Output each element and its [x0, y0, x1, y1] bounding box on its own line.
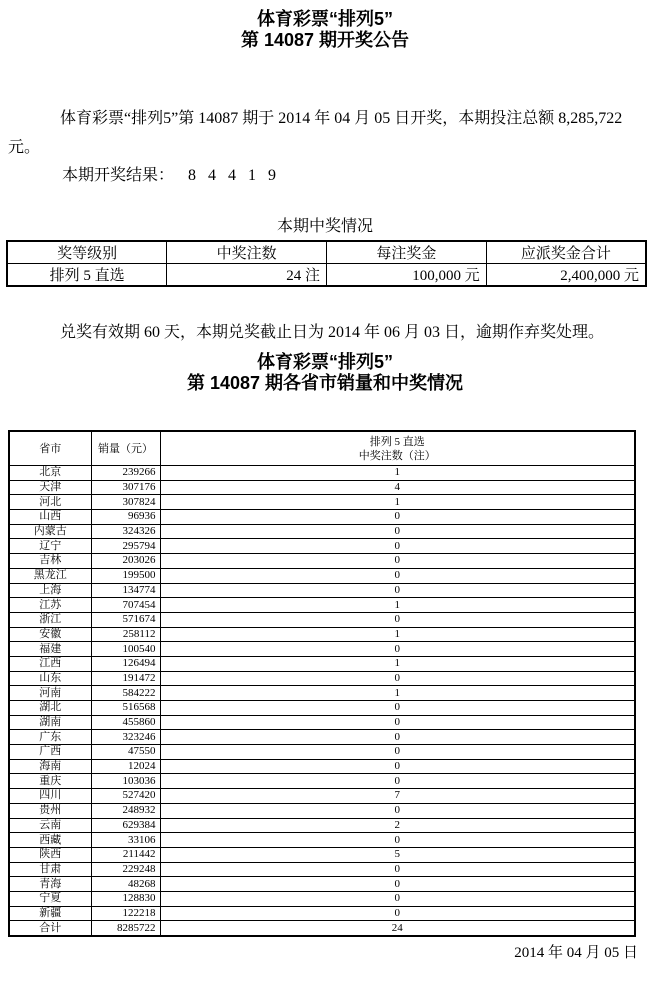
header-winning-bets: 中奖注数: [167, 241, 327, 264]
cell-province: 北京: [9, 466, 91, 481]
cell-wins: 4: [160, 480, 635, 495]
table-row: [9, 789, 635, 804]
table-row: [9, 891, 635, 906]
cell-province: 安徽: [9, 627, 91, 642]
table-row: [9, 686, 635, 701]
table-row: [9, 612, 635, 627]
cell-wins: 0: [160, 715, 635, 730]
cell-wins: 5: [160, 847, 635, 862]
cell-sales: 100540: [91, 642, 160, 657]
province-section-title: [0, 352, 650, 394]
table-row: [9, 701, 635, 716]
cell-sales: 323246: [91, 730, 160, 745]
cell-sales: 12024: [91, 759, 160, 774]
cell-wins: 24: [160, 921, 635, 936]
cell-sales: 126494: [91, 656, 160, 671]
table-row: [9, 524, 635, 539]
cell-sales: 134774: [91, 583, 160, 598]
draw-result-digits: 8 4 4 1 9: [188, 167, 281, 184]
table-row: [9, 598, 635, 613]
table-row: [9, 877, 635, 892]
cell-sales: 307824: [91, 495, 160, 510]
table-row: [9, 862, 635, 877]
table-row: [9, 906, 635, 921]
cell-sales: 455860: [91, 715, 160, 730]
cell-sales: 211442: [91, 847, 160, 862]
cell-province: 河南: [9, 686, 91, 701]
cell-province: 陕西: [9, 847, 91, 862]
cell-sales: 48268: [91, 877, 160, 892]
cell-province: 贵州: [9, 803, 91, 818]
redeem-note: 兑奖有效期 60 天，本期兑奖截止日为 2014 年 06 月 03 日，逾期作弃奖处理。: [60, 324, 605, 341]
cell-wins: 1: [160, 466, 635, 481]
province-section-title-line2: 第 14087 期各省市销量和中奖情况: [186, 373, 464, 393]
cell-province: 湖北: [9, 701, 91, 716]
cell-province: 江西: [9, 656, 91, 671]
cell-wins: 0: [160, 730, 635, 745]
cell-wins: 0: [160, 759, 635, 774]
cell-sales: 516568: [91, 701, 160, 716]
announcement-title: [0, 0, 650, 51]
draw-result-line: [8, 165, 642, 187]
cell-wins: 1: [160, 627, 635, 642]
cell-wins: 0: [160, 554, 635, 569]
table-row: [9, 847, 635, 862]
header-total-prize: 应派奖金合计: [486, 241, 646, 264]
cell-wins: 1: [160, 598, 635, 613]
cell-sales: 248932: [91, 803, 160, 818]
cell-province: 上海: [9, 583, 91, 598]
cell-winning-bets: 24 注: [167, 264, 327, 287]
cell-province: 天津: [9, 480, 91, 495]
table-row: [9, 554, 635, 569]
cell-sales: 527420: [91, 789, 160, 804]
cell-wins: 0: [160, 877, 635, 892]
cell-province: 西藏: [9, 833, 91, 848]
cell-sales: 324326: [91, 524, 160, 539]
cell-sales: 229248: [91, 862, 160, 877]
cell-province: 湖南: [9, 715, 91, 730]
announcement-date: 2014 年 04 月 05 日: [514, 945, 638, 961]
cell-sales: 47550: [91, 745, 160, 760]
cell-wins: 0: [160, 906, 635, 921]
cell-province: 山西: [9, 510, 91, 525]
cell-wins: 0: [160, 568, 635, 583]
province-table: [8, 430, 636, 937]
cell-sales: 103036: [91, 774, 160, 789]
cell-province: 新疆: [9, 906, 91, 921]
draw-result-label: 本期开奖结果：: [62, 167, 175, 184]
cell-province: 宁夏: [9, 891, 91, 906]
province-section-title-line1: 体育彩票“排列5”: [256, 352, 393, 372]
cell-wins: 0: [160, 701, 635, 716]
table-row: [9, 656, 635, 671]
cell-wins: 0: [160, 862, 635, 877]
header-sales: 销量（元）: [91, 431, 160, 466]
cell-wins: 2: [160, 818, 635, 833]
cell-wins: 0: [160, 524, 635, 539]
prize-table-title: 本期中奖情况: [276, 218, 373, 235]
cell-province: 青海: [9, 877, 91, 892]
cell-wins: 7: [160, 789, 635, 804]
cell-province: 四川: [9, 789, 91, 804]
cell-sales: 571674: [91, 612, 160, 627]
table-row: [7, 264, 646, 287]
table-row: [9, 510, 635, 525]
table-row: [9, 671, 635, 686]
cell-sales: 199500: [91, 568, 160, 583]
cell-wins: 0: [160, 891, 635, 906]
table-row: [9, 583, 635, 598]
cell-wins: 0: [160, 539, 635, 554]
cell-wins: 0: [160, 642, 635, 657]
table-row: [9, 833, 635, 848]
cell-province: 广东: [9, 730, 91, 745]
header-wins-line1: 排列 5 直选: [369, 435, 425, 448]
cell-prize-level: 排列 5 直选: [7, 264, 167, 287]
cell-wins: 0: [160, 510, 635, 525]
cell-province: 福建: [9, 642, 91, 657]
header-wins: [160, 431, 635, 466]
cell-wins: 0: [160, 671, 635, 686]
prize-table: [6, 240, 647, 287]
announcement-title-line1: 体育彩票“排列5”: [256, 9, 393, 29]
cell-wins: 0: [160, 833, 635, 848]
cell-province: 广西: [9, 745, 91, 760]
cell-wins: 0: [160, 774, 635, 789]
table-row: [9, 642, 635, 657]
table-row: [9, 921, 635, 936]
cell-sales: 128830: [91, 891, 160, 906]
cell-wins: 0: [160, 612, 635, 627]
header-prize-level: 奖等级别: [7, 241, 167, 264]
cell-province: 重庆: [9, 774, 91, 789]
cell-wins: 0: [160, 583, 635, 598]
cell-province: 河北: [9, 495, 91, 510]
table-row: [9, 627, 635, 642]
intro-paragraph: 体育彩票“排列5”第 14087 期于 2014 年 04 月 05 日开奖，本期投注总额 8,285,722 元。: [8, 110, 623, 156]
table-row: [9, 466, 635, 481]
cell-sales: 191472: [91, 671, 160, 686]
cell-province: 海南: [9, 759, 91, 774]
table-row: [9, 818, 635, 833]
cell-wins: 0: [160, 745, 635, 760]
cell-province: 辽宁: [9, 539, 91, 554]
cell-sales: 33106: [91, 833, 160, 848]
table-row: [9, 774, 635, 789]
cell-sales: 122218: [91, 906, 160, 921]
cell-prize-per-bet: 100,000 元: [327, 264, 487, 287]
cell-province: 云南: [9, 818, 91, 833]
cell-sales: 96936: [91, 510, 160, 525]
cell-sales: 584222: [91, 686, 160, 701]
cell-province: 内蒙古: [9, 524, 91, 539]
cell-sales: 203026: [91, 554, 160, 569]
cell-sales: 629384: [91, 818, 160, 833]
table-row: [9, 803, 635, 818]
cell-sales: 295794: [91, 539, 160, 554]
cell-sales: 307176: [91, 480, 160, 495]
prize-table-header-row: [7, 241, 646, 264]
cell-wins: 1: [160, 686, 635, 701]
cell-sales: 258112: [91, 627, 160, 642]
table-row: [9, 715, 635, 730]
cell-province: 甘肃: [9, 862, 91, 877]
cell-province: 黑龙江: [9, 568, 91, 583]
cell-province: 山东: [9, 671, 91, 686]
header-province: 省市: [9, 431, 91, 466]
header-prize-per-bet: 每注奖金: [327, 241, 487, 264]
table-row: [9, 495, 635, 510]
cell-province: 合计: [9, 921, 91, 936]
table-row: [9, 568, 635, 583]
cell-province: 吉林: [9, 554, 91, 569]
cell-wins: 1: [160, 656, 635, 671]
cell-province: 浙江: [9, 612, 91, 627]
table-row: [9, 745, 635, 760]
cell-sales: 8285722: [91, 921, 160, 936]
cell-province: 江苏: [9, 598, 91, 613]
cell-total-prize: 2,400,000 元: [486, 264, 646, 287]
table-row: [9, 480, 635, 495]
table-row: [9, 759, 635, 774]
province-table-header-row: [9, 431, 635, 466]
header-wins-line2: 中奖注数（注）: [358, 449, 436, 462]
table-row: [9, 730, 635, 745]
cell-wins: 0: [160, 803, 635, 818]
announcement-title-line2: 第 14087 期开奖公告: [240, 30, 410, 50]
table-row: [9, 539, 635, 554]
cell-wins: 1: [160, 495, 635, 510]
cell-sales: 239266: [91, 466, 160, 481]
cell-sales: 707454: [91, 598, 160, 613]
